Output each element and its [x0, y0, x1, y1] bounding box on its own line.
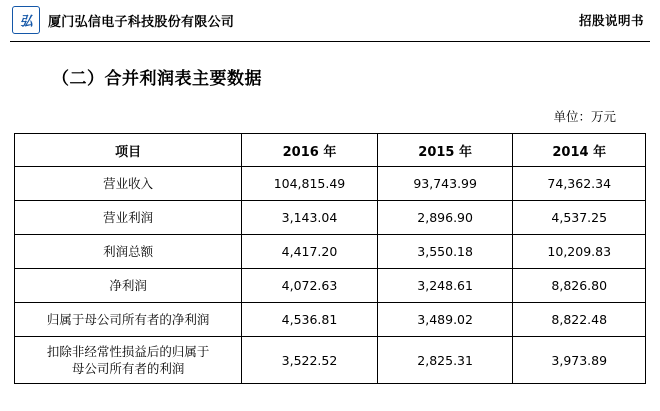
financial-table — [14, 133, 646, 384]
row-label: 利润总额 — [15, 235, 242, 269]
logo-text: 弘 — [19, 13, 33, 29]
table-row — [15, 269, 646, 303]
table-row — [15, 337, 646, 384]
row-label: 归属于母公司所有者的净利润 — [15, 303, 242, 337]
row-value-2014: 3,973.89 — [513, 337, 646, 384]
company-name: 厦门弘信电子科技股份有限公司 — [48, 14, 235, 30]
table-row — [15, 201, 646, 235]
table-row — [15, 235, 646, 269]
row-label-line1: 扣除非经常性损益后的归属于 — [46, 344, 210, 359]
column-header-item: 项目 — [15, 134, 242, 167]
row-value-2016: 3,522.52 — [242, 337, 378, 384]
column-header-2015: 2015 年 — [377, 134, 513, 167]
row-value-2014: 10,209.83 — [513, 235, 646, 269]
row-label-line2: 母公司所有者的利润 — [71, 361, 185, 376]
company-logo-icon — [12, 6, 40, 34]
row-label: 净利润 — [15, 269, 242, 303]
document-type: 招股说明书 — [578, 13, 644, 28]
row-value-2014: 4,537.25 — [513, 201, 646, 235]
row-value-2014: 8,826.80 — [513, 269, 646, 303]
row-value-2015: 3,248.61 — [377, 269, 513, 303]
table-row — [15, 167, 646, 201]
table-body — [15, 167, 646, 384]
row-value-2016: 104,815.49 — [242, 167, 378, 201]
column-header-2016: 2016 年 — [242, 134, 378, 167]
page-title: （二）合并利润表主要数据 — [52, 69, 262, 89]
column-header-2014: 2014 年 — [513, 134, 646, 167]
row-value-2014: 8,822.48 — [513, 303, 646, 337]
row-label: 营业利润 — [15, 201, 242, 235]
financial-table-wrap — [14, 133, 646, 384]
row-value-2016: 4,072.63 — [242, 269, 378, 303]
unit-note: 单位：万元 — [553, 109, 616, 124]
header-divider — [10, 41, 650, 42]
row-label: 营业收入 — [15, 167, 242, 201]
table-header — [15, 134, 646, 167]
table-row — [15, 303, 646, 337]
table-header-row — [15, 134, 646, 167]
row-value-2015: 2,896.90 — [377, 201, 513, 235]
row-value-2015: 2,825.31 — [377, 337, 513, 384]
row-value-2015: 3,489.02 — [377, 303, 513, 337]
row-value-2014: 74,362.34 — [513, 167, 646, 201]
header-left — [12, 6, 234, 34]
row-value-2015: 93,743.99 — [377, 167, 513, 201]
row-value-2016: 4,417.20 — [242, 235, 378, 269]
row-value-2016: 4,536.81 — [242, 303, 378, 337]
row-label — [15, 337, 242, 384]
page-header — [0, 0, 660, 38]
row-value-2015: 3,550.18 — [377, 235, 513, 269]
row-value-2016: 3,143.04 — [242, 201, 378, 235]
